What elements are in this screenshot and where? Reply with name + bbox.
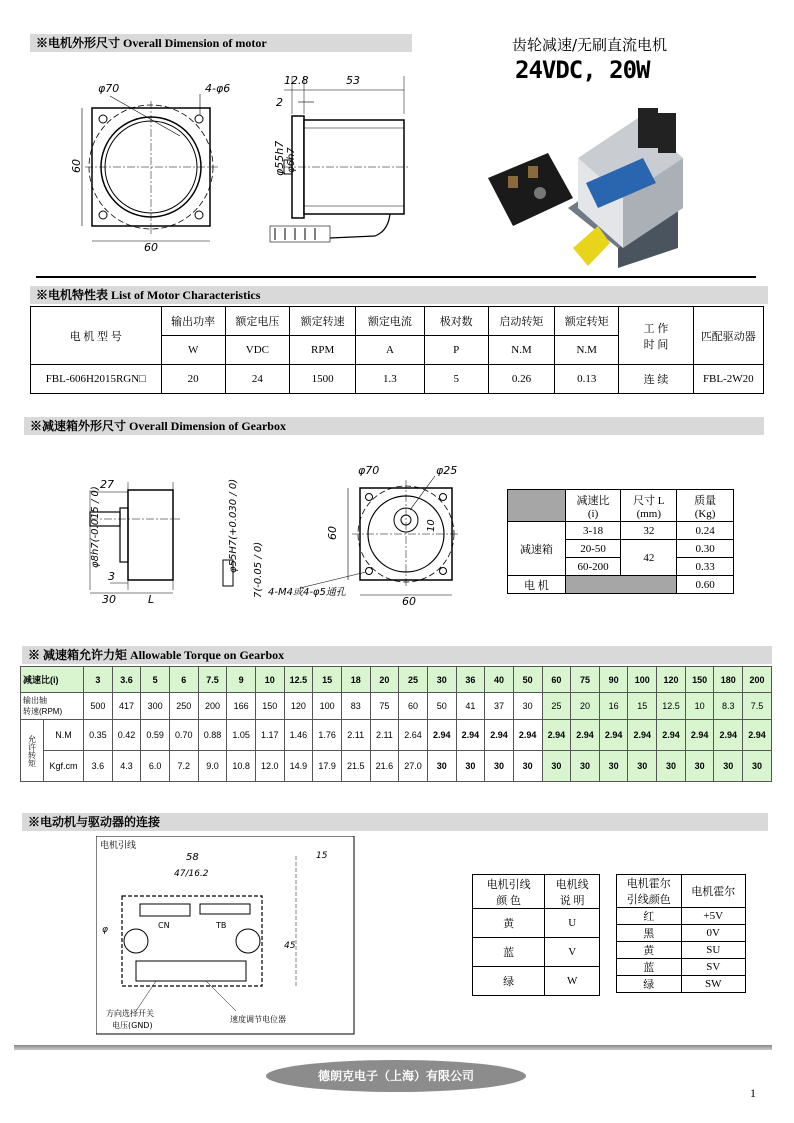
lead-desc-2: V (545, 938, 600, 967)
lead-header-color: 电机引线 颜 色 (473, 875, 545, 909)
gear-mass-2: 0.30 (677, 540, 734, 558)
gear-header-ratio: 减速比 (i) (565, 490, 621, 522)
driver-header: 匹配驱动器 (693, 307, 763, 365)
torque-ratios-cell: 200 (743, 667, 772, 693)
col-rated-torque-unit: N.M (555, 336, 619, 365)
conn-label-left2: 电压(GND) (112, 1021, 153, 1030)
gb-dim-d8h7: φ8h7(-0.015 / 0) (90, 486, 101, 568)
torque-speeds-cell: 166 (227, 693, 256, 720)
torque-kgf-cell: 30 (685, 751, 714, 782)
torque-nm-cell: 2.94 (456, 720, 485, 751)
conn-dim-58: 58 (186, 852, 199, 863)
voltage-value: 24 (225, 365, 289, 394)
torque-nm-cell: 2.11 (370, 720, 399, 751)
gb-dim-60-bottom: 60 (402, 595, 416, 605)
torque-ratios-cell: 5 (141, 667, 170, 693)
torque-speed-label: 输出轴 转速(RPM) (21, 693, 84, 720)
lead-desc-3: W (545, 967, 600, 996)
lead-color-1: 黄 (473, 909, 545, 938)
dim-d55h7: φ55h7 (273, 140, 286, 176)
col-poles-unit: P (424, 336, 488, 365)
torque-ratios-cell: 3.6 (112, 667, 141, 693)
dim-2: 2 (276, 96, 283, 109)
gear-motor-label: 电 机 (508, 576, 566, 594)
torque-ratios-cell: 20 (370, 667, 399, 693)
torque-nm-cell: 2.94 (657, 720, 686, 751)
torque-ratio-label: 减速比(i) (21, 667, 84, 693)
torque-speeds-cell: 12.5 (657, 693, 686, 720)
gb-dim-30: 30 (102, 593, 116, 605)
torque-kgf-cell: 30 (657, 751, 686, 782)
torque-ratios-cell: 30 (427, 667, 456, 693)
hall-desc-1: +5V (681, 908, 746, 925)
col-speed-name: 额定转速 (290, 307, 356, 336)
col-rated-torque-name: 额定转矩 (555, 307, 619, 336)
driver-board-image (488, 153, 573, 226)
torque-nm-cell: 2.94 (685, 720, 714, 751)
torque-kgf-label: Kgf.cm (44, 751, 84, 782)
torque-speeds-cell: 60 (399, 693, 428, 720)
torque-speeds-cell: 200 (198, 693, 227, 720)
torque-speeds-cell: 16 (599, 693, 628, 720)
torque-speeds-cell: 300 (141, 693, 170, 720)
torque-speeds-cell: 41 (456, 693, 485, 720)
torque-ratios-cell: 60 (542, 667, 571, 693)
torque-kgf-cell: 14.9 (284, 751, 313, 782)
dim-60-bottom: 60 (144, 241, 158, 254)
torque-nm-cell: 0.42 (112, 720, 141, 751)
torque-speeds-cell: 100 (313, 693, 342, 720)
torque-nm-cell: 0.70 (169, 720, 198, 751)
gearbox-dimension-drawing (40, 460, 480, 605)
conn-dim-47: 47/16.2 (174, 869, 209, 879)
torque-nm-cell: 2.94 (571, 720, 600, 751)
hall-desc-2: 0V (681, 925, 746, 942)
gear-ratio-1: 3-18 (565, 522, 621, 540)
torque-speeds-cell: 120 (284, 693, 313, 720)
conn-phi: φ (102, 925, 108, 935)
torque-ratios-cell: 7.5 (198, 667, 227, 693)
product-title: 齿轮减速/无刷直流电机 (512, 36, 668, 54)
gear-L-1: 32 (621, 522, 677, 540)
start-torque-value: 0.26 (488, 365, 554, 394)
torque-speeds-cell: 83 (341, 693, 370, 720)
lead-header-desc: 电机线 说 明 (545, 875, 600, 909)
section-gearbox-dimension: ※减速箱外形尺寸 Overall Dimension of Gearbox (24, 417, 764, 435)
product-photo (478, 98, 698, 270)
torque-ratios-cell: 36 (456, 667, 485, 693)
col-voltage-unit: VDC (225, 336, 289, 365)
lead-color-table (472, 874, 600, 996)
torque-speeds-cell: 25 (542, 693, 571, 720)
torque-kgf-cell: 30 (571, 751, 600, 782)
torque-nm-cell: 1.17 (255, 720, 284, 751)
torque-nm-cell: 2.94 (542, 720, 571, 751)
torque-nm-cell: 2.94 (628, 720, 657, 751)
torque-speeds-cell: 30 (513, 693, 542, 720)
torque-kgf-cell: 9.0 (198, 751, 227, 782)
gear-motor-mass: 0.60 (677, 576, 734, 594)
product-spec: 24VDC, 20W (515, 56, 650, 84)
torque-table (20, 666, 772, 782)
torque-ratios-cell: 9 (227, 667, 256, 693)
hall-color-4: 蓝 (617, 959, 682, 976)
conn-dim-15: 15 (316, 851, 328, 861)
rated-torque-value: 0.13 (555, 365, 619, 394)
dim-d70: φ70 (98, 82, 120, 95)
col-speed-unit: RPM (290, 336, 356, 365)
gb-dim-L: L (148, 593, 155, 605)
torque-speeds-cell: 50 (427, 693, 456, 720)
torque-speeds-cell: 8.3 (714, 693, 743, 720)
gear-ratio-2: 20-50 (565, 540, 621, 558)
torque-ratios-cell: 75 (571, 667, 600, 693)
lead-color-2: 蓝 (473, 938, 545, 967)
torque-speeds-cell: 150 (255, 693, 284, 720)
torque-speeds-cell: 15 (628, 693, 657, 720)
gear-header-L: 尺寸 L (mm) (621, 490, 677, 522)
torque-speeds-cell: 250 (169, 693, 198, 720)
hall-header-color: 电机霍尔 引线颜色 (617, 875, 682, 908)
gear-header-mass: 质量 (Kg) (677, 490, 734, 522)
torque-kgf-cell: 12.0 (255, 751, 284, 782)
connection-drawing (96, 836, 356, 1036)
hall-color-2: 黑 (617, 925, 682, 942)
col-power-name: 输出功率 (161, 307, 225, 336)
torque-kgf-cell: 7.2 (169, 751, 198, 782)
gear-mass-1: 0.24 (677, 522, 734, 540)
torque-kgf-cell: 30 (427, 751, 456, 782)
torque-speeds-cell: 7.5 (743, 693, 772, 720)
hall-color-5: 绿 (617, 976, 682, 993)
hall-desc-3: SU (681, 942, 746, 959)
torque-nm-label: N.M (44, 720, 84, 751)
section-characteristics: ※电机特性表 List of Motor Characteristics (30, 286, 768, 304)
lead-color-3: 绿 (473, 967, 545, 996)
torque-nm-cell: 2.94 (599, 720, 628, 751)
torque-ratios-cell: 12.5 (284, 667, 313, 693)
torque-kgf-cell: 10.8 (227, 751, 256, 782)
work-time-header: 工 作 时 间 (619, 307, 693, 365)
torque-speeds-cell: 37 (485, 693, 514, 720)
gb-dim-d55h7: φ55H7(+0.030 / 0) (228, 478, 239, 573)
section-torque: ※ 减速箱允许力矩 Allowable Torque on Gearbox (22, 646, 772, 664)
torque-nm-cell: 1.05 (227, 720, 256, 751)
torque-kgf-cell: 6.0 (141, 751, 170, 782)
model-value: FBL-606H2015RGN□ (31, 365, 162, 394)
torque-ratios-cell: 90 (599, 667, 628, 693)
torque-nm-cell: 2.94 (513, 720, 542, 751)
speed-value: 1500 (290, 365, 356, 394)
motor-dimension-drawing (70, 66, 420, 256)
torque-ratios-cell: 18 (341, 667, 370, 693)
gb-dim-10: 10 (426, 519, 437, 532)
torque-ratios-cell: 50 (513, 667, 542, 693)
torque-speeds-cell: 20 (571, 693, 600, 720)
driver-value: FBL-2W20 (693, 365, 763, 394)
torque-allow-label: 允许转矩 (21, 720, 44, 782)
footer-rule (14, 1045, 772, 1050)
dim-60-side: 60 (70, 159, 83, 173)
torque-kgf-cell: 30 (714, 751, 743, 782)
conn-label-left: 方向选择开关 (106, 1009, 154, 1018)
torque-ratios-cell: 15 (313, 667, 342, 693)
torque-nm-cell: 2.64 (399, 720, 428, 751)
torque-speeds-cell: 75 (370, 693, 399, 720)
torque-ratios-cell: 25 (399, 667, 428, 693)
torque-ratios-cell: 180 (714, 667, 743, 693)
hall-desc-5: SW (681, 976, 746, 993)
current-value: 1.3 (356, 365, 424, 394)
gb-dim-60-side: 60 (326, 526, 339, 540)
hall-color-1: 红 (617, 908, 682, 925)
work-time-value: 连 续 (619, 365, 693, 394)
torque-ratios-cell: 10 (255, 667, 284, 693)
section-connection: ※电动机与驱动器的连接 (22, 813, 768, 831)
torque-nm-cell: 2.94 (714, 720, 743, 751)
gb-dim-holes: 4-M4或4-φ5通孔 (268, 587, 346, 598)
torque-ratios-cell: 100 (628, 667, 657, 693)
gear-ratio-3: 60-200 (565, 558, 621, 576)
col-start-torque-unit: N.M (488, 336, 554, 365)
torque-kgf-cell: 17.9 (313, 751, 342, 782)
hall-desc-4: SV (681, 959, 746, 976)
company-name: 德朗克电子（上海）有限公司 (266, 1060, 526, 1092)
dim-d6h7: φ6h7 (286, 147, 297, 173)
conn-label-right: 速度调节电位器 (230, 1015, 286, 1024)
hall-color-3: 黄 (617, 942, 682, 959)
lead-desc-1: U (545, 909, 600, 938)
conn-title: 电机引线 (100, 841, 137, 851)
torque-kgf-cell: 30 (513, 751, 542, 782)
conn-tb: TB (216, 921, 227, 930)
gb-dim-27: 27 (100, 478, 114, 491)
col-voltage-name: 额定电压 (225, 307, 289, 336)
characteristics-table (30, 306, 764, 394)
model-header: 电 机 型 号 (31, 307, 162, 365)
torque-nm-cell: 1.76 (313, 720, 342, 751)
torque-kgf-cell: 21.5 (341, 751, 370, 782)
torque-kgf-cell: 30 (485, 751, 514, 782)
torque-kgf-cell: 30 (599, 751, 628, 782)
col-poles-name: 极对数 (424, 307, 488, 336)
gb-dim-d25: φ25 (436, 464, 458, 477)
section-motor-dimension: ※电机外形尺寸 Overall Dimension of motor (30, 34, 412, 52)
torque-kgf-cell: 30 (456, 751, 485, 782)
torque-nm-cell: 2.94 (743, 720, 772, 751)
col-current-name: 额定电流 (356, 307, 424, 336)
torque-nm-cell: 2.94 (427, 720, 456, 751)
torque-kgf-cell: 3.6 (84, 751, 113, 782)
torque-kgf-cell: 27.0 (399, 751, 428, 782)
torque-nm-cell: 0.35 (84, 720, 113, 751)
conn-cn: CN (158, 921, 170, 930)
gear-mass-3: 0.33 (677, 558, 734, 576)
page-number: 1 (750, 1086, 756, 1100)
gearbox-spec-table (507, 489, 734, 594)
torque-kgf-cell: 30 (743, 751, 772, 782)
col-current-unit: A (356, 336, 424, 365)
col-power-unit: W (161, 336, 225, 365)
torque-ratios-cell: 3 (84, 667, 113, 693)
gear-L-2: 42 (621, 540, 677, 576)
torque-nm-cell: 2.94 (485, 720, 514, 751)
power-value: 20 (161, 365, 225, 394)
torque-kgf-cell: 30 (542, 751, 571, 782)
torque-kgf-cell: 4.3 (112, 751, 141, 782)
torque-kgf-cell: 21.6 (370, 751, 399, 782)
poles-value: 5 (424, 365, 488, 394)
torque-kgf-cell: 30 (628, 751, 657, 782)
hall-header-desc: 电机霍尔 (681, 875, 746, 908)
torque-speeds-cell: 500 (84, 693, 113, 720)
torque-nm-cell: 1.46 (284, 720, 313, 751)
dim-holes: 4-φ6 (205, 82, 231, 95)
torque-nm-cell: 2.11 (341, 720, 370, 751)
conn-dim-45: 45 (284, 941, 296, 951)
col-start-torque-name: 启动转矩 (488, 307, 554, 336)
gb-dim-7: 7(-0.05 / 0) (253, 541, 264, 598)
gb-dim-d70: φ70 (358, 464, 380, 477)
dim-53: 53 (346, 74, 360, 87)
torque-speeds-cell: 417 (112, 693, 141, 720)
torque-nm-cell: 0.88 (198, 720, 227, 751)
torque-ratios-cell: 120 (657, 667, 686, 693)
hall-color-table (616, 874, 746, 993)
gear-row-label: 减速箱 (508, 522, 566, 576)
torque-ratios-cell: 40 (485, 667, 514, 693)
gb-dim-3: 3 (108, 570, 115, 583)
torque-ratios-cell: 6 (169, 667, 198, 693)
torque-speeds-cell: 10 (685, 693, 714, 720)
torque-nm-cell: 0.59 (141, 720, 170, 751)
torque-ratios-cell: 150 (685, 667, 714, 693)
dim-12-8: 12.8 (284, 74, 309, 87)
